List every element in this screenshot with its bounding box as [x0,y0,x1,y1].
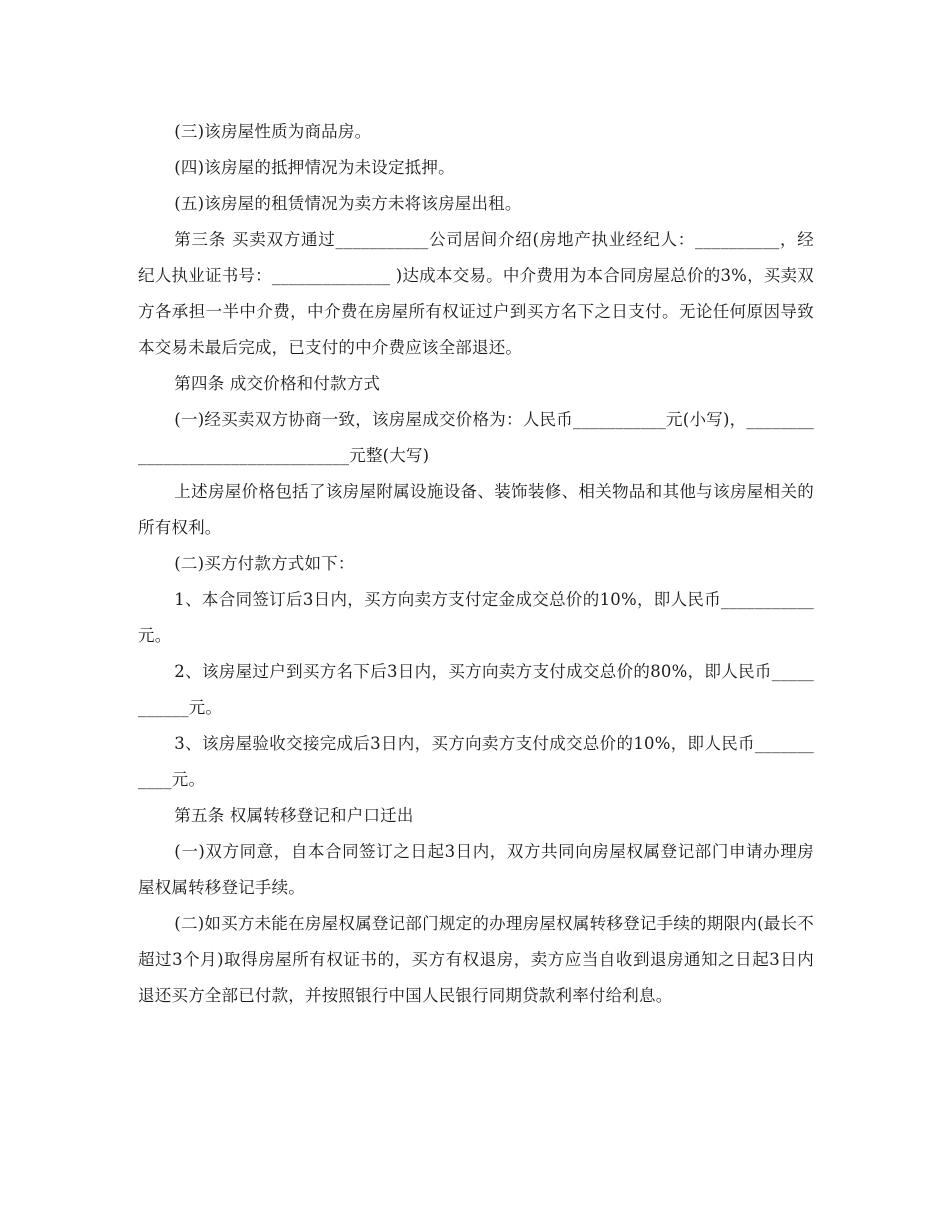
document-body [138,114,814,1014]
heading-article-5: 第五条 权属转移登记和户口迁出 [174,806,414,825]
paragraph-payment-2: 2、该房屋过户到买方名下后3日内，买方向卖方支付成交总价的80%，即人民币___________元。 [138,662,814,717]
paragraph-refund-terms: (二)如买方未能在房屋权属登记部门规定的办理房屋权属转移登记手续的期限内(最长不超过3个月)取得房屋所有权证书的，买方有权退房，卖方应当自收到退房通知之日起3日内退还买方全部已付款，并按照银行中国人民银行同期贷款利率付给利息。 [138,914,814,1005]
paragraph-payment-1: 1、本合同签订后3日内，买方向卖方支付定金成交总价的10%，即人民币___________元。 [138,590,814,645]
paragraph-registration: (一)双方同意，自本合同签订之日起3日内，双方共同向房屋权属登记部门申请办理房屋权属转移登记手续。 [138,842,814,897]
paragraph-payment-method: (二)买方付款方式如下： [174,554,355,573]
paragraph-lease-status: (五)该房屋的租赁情况为卖方未将该房屋出租。 [174,194,522,213]
paragraph-price-includes: 上述房屋价格包括了该房屋附属设施设备、装饰装修、相关物品和其他与该房屋相关的所有权利。 [138,482,814,537]
paragraph-mortgage-status: (四)该房屋的抵押情况为未设定抵押。 [174,158,455,177]
heading-article-4: 第四条 成交价格和付款方式 [174,374,381,393]
paragraph-article-3-agency: 第三条 买卖双方通过___________公司居间介绍(房地产执业经纪人：__________，经纪人执业证书号：______________ )达成本交易。中介费用为本合同房屋总价的3%，买卖双方各承担一半中介费，中介费在房屋所有权证过户到买方名下之日支付。无论任何原因导致本交易未最后完成，已支付的中介费应该全部退还。 [138,230,814,357]
paragraph-transaction-price: (一)经买卖双方协商一致，该房屋成交价格为：人民币___________元(小写)，_________________________________元整(大写) [138,410,814,465]
paragraph-property-nature: (三)该房屋性质为商品房。 [174,122,372,141]
paragraph-payment-3: 3、该房屋验收交接完成后3日内，买方向卖方支付成交总价的10%，即人民币___________元。 [138,734,814,789]
